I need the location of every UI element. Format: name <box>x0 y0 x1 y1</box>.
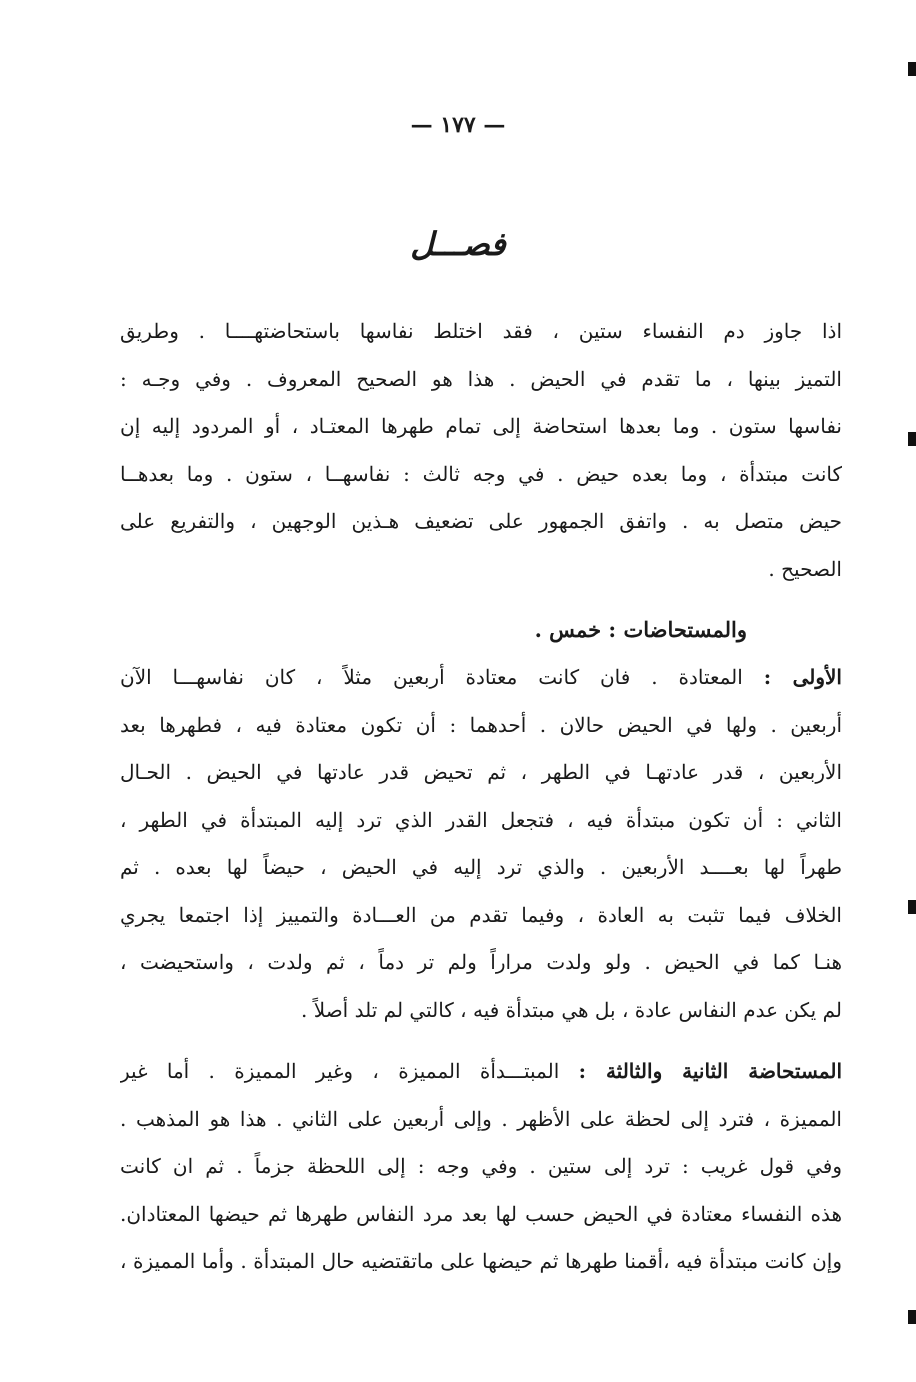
text-line: اذا جاوز دم النفساء ستين ، فقد اختلط نفاسها باستحاضتهــــا . وطريق <box>120 319 842 343</box>
paragraph-1 <box>120 308 842 593</box>
text-span: المعتادة . فان كانت معتادة أربعين مثلاً ، كان نفاسهـــا الآن <box>120 665 743 689</box>
text-line: الثاني : أن تكون مبتدأة فيه ، فتجعل القدر الذي ترد إليه المبتدأة في الطهر ، <box>120 807 842 832</box>
scan-edge-mark <box>908 432 916 446</box>
text-line: الصحيح . <box>768 556 842 581</box>
text-line: كانت مبتدأة ، وما بعده حيض . في وجه ثالث : نفاسهــا ، ستون . وما بعدهــا <box>120 461 842 486</box>
section-heading-block <box>120 606 842 654</box>
scan-edge-mark <box>908 62 916 76</box>
text-line: حيض متصل به . واتفق الجمهور على تضعيف هـذين الوجهين ، والتفريع على <box>120 509 842 533</box>
text-line: هذه النفساء معتادة في الحيض حسب لها بعد مرد النفاس طهرها ثم حيضها المعتادان. <box>120 1201 842 1226</box>
text-line: المميزة ، فترد إلى لحظة على الأظهر . وإلى أربعين على الثاني . هذا هو المذهب . <box>120 1106 842 1131</box>
text-line: التميز بينها ، ما تقدم في الحيض . هذا هو الصحيح المعروف . وفي وجـه : <box>120 366 842 391</box>
text-line: وإن كانت مبتدأة فيه ،أقمنا طهرها ثم حيضها على ماتقتضيه حال المبتدأة . وأما المميزة ، <box>120 1249 842 1273</box>
chapter-heading: فصـــل <box>410 225 506 263</box>
section-heading: والمستحاضات : خمس . <box>534 617 747 642</box>
text-line: طهراً لها بعــــد الأربعين . والذي ترد إليه في الحيض ، حيضاً لها بعده . ثم <box>120 855 842 879</box>
text-line-lead <box>120 1048 842 1096</box>
page-number: — ١٧٧ — <box>410 112 506 138</box>
text-line: الأربعين ، قدر عادتهـا في الطهر ، ثم تحيض قدر عادتها في الحيض . الحـال <box>120 760 842 784</box>
paragraph-second-third-mustahada <box>120 1048 842 1286</box>
scan-edge-mark <box>908 900 916 914</box>
text-line: نفاسها ستون . وما بعدها استحاضة إلى تمام طهرها المعتـاد ، أو المردود إليه إن <box>120 414 842 438</box>
text-line: وفي قول غريب : ترد إلى ستين . وفي وجه : إلى اللحظة جزماً . ثم ان كانت <box>120 1154 842 1178</box>
text-span: المبتـــدأة المميزة ، وغير المميزة . أما غير <box>120 1059 560 1083</box>
scan-edge-mark <box>908 1310 916 1324</box>
text-line: هنـا كما في الحيض . ولو ولدت مراراً ولم تر دماً ، ثم ولدت ، واستحيضت ، <box>120 950 842 974</box>
text-line: لم يكن عدم النفاس عادة ، بل هي مبتدأة فيه ، كالتي لم تلد أصلاً . <box>301 997 842 1022</box>
text-line: الخلاف فيما تثبت به العادة ، وفيما تقدم من العـــادة والتمييز إذا اجتمعا يجري <box>120 902 842 927</box>
paragraph-first-mustahada <box>120 654 842 1034</box>
text-line: أربعين . ولها في الحيض حالان . أحدهما : أن تكون معتادة فيه ، فطهرها بعد <box>120 712 842 737</box>
text-line-lead <box>120 654 842 702</box>
lead-label: المستحاضة الثانية والثالثة : <box>578 1059 842 1083</box>
lead-label: الأولى : <box>763 665 842 689</box>
